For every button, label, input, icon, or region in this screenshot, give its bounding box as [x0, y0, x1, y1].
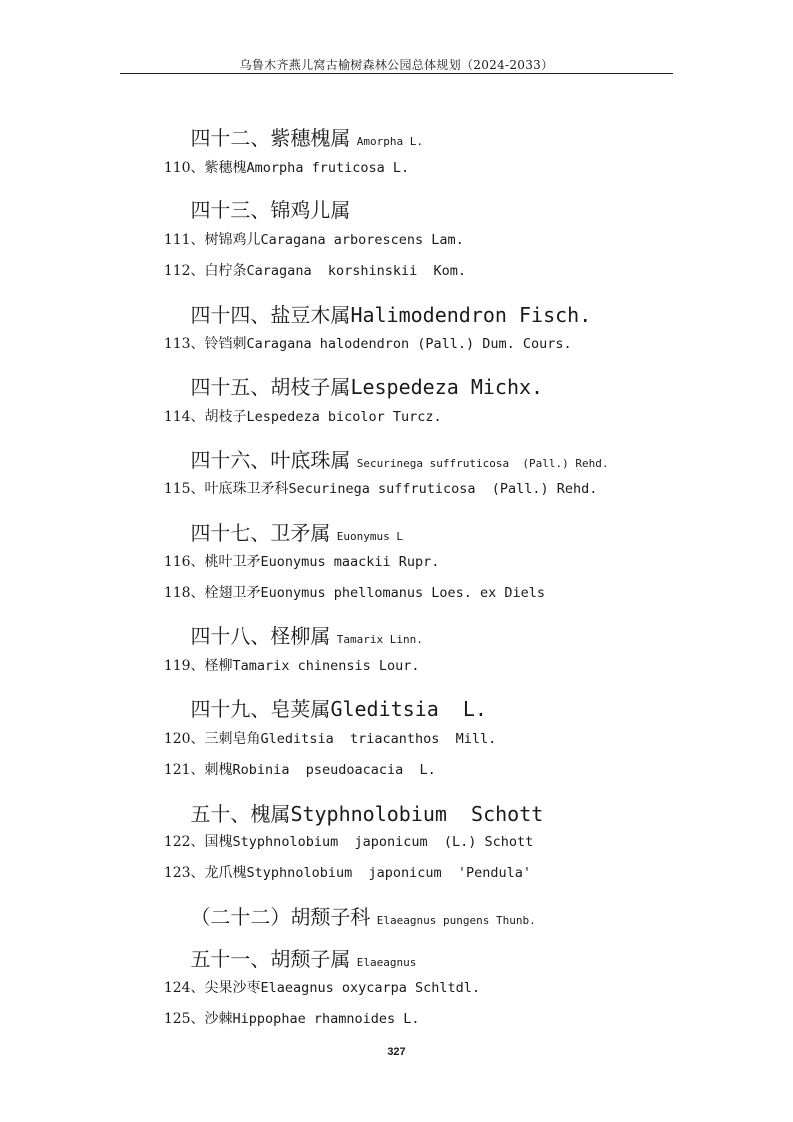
- genus-heading-latin: Elaeagnus: [356, 956, 417, 969]
- genus-heading-latin: Amorpha L.: [356, 135, 424, 148]
- species-item-latin: Euonymus maackii Rupr.: [260, 554, 440, 570]
- genus-heading-latin: Lespedeza Michx.: [350, 375, 544, 399]
- species-item-cn: 116、桃叶卫矛: [163, 554, 261, 570]
- genus-heading-cn: 四十六、叶底珠属: [190, 448, 351, 472]
- genus-heading-latin: Halimodendron Fisch.: [350, 303, 592, 327]
- species-item-cn: 123、龙爪槐: [163, 865, 247, 881]
- genus-heading-cn: 四十七、卫矛属: [190, 521, 331, 545]
- species-item-latin: Styphnolobium japonicum (L.) Schott: [232, 834, 534, 850]
- species-item-cn: 110、紫穗槐: [163, 160, 247, 176]
- species-item-cn: 118、栓翅卫矛: [163, 585, 261, 601]
- species-item-cn: 121、刺槐: [163, 762, 233, 778]
- page-number: 327: [387, 1046, 406, 1058]
- species-item-latin: Caragana arborescens Lam.: [260, 232, 464, 248]
- genus-heading-latin: Gleditsia L.: [330, 697, 487, 721]
- genus-heading-latin: Tamarix Linn.: [336, 633, 423, 646]
- species-item-latin: Styphnolobium japonicum 'Pendula': [246, 865, 532, 881]
- species-item-latin: Caragana halodendron (Pall.) Dum. Cours.: [246, 336, 572, 352]
- species-item-cn: 119、柽柳: [163, 658, 233, 674]
- family-heading-latin: Elaeagnus pungens Thunb.: [376, 914, 536, 927]
- species-item-latin: Tamarix chinensis Lour.: [232, 658, 420, 674]
- species-item-latin: Lespedeza bicolor Turcz.: [246, 409, 442, 425]
- genus-heading-cn: 四十九、皂荚属: [190, 697, 331, 721]
- species-item-latin: Elaeagnus oxycarpa Schltdl.: [260, 980, 480, 996]
- species-item-latin: Robinia pseudoacacia L.: [232, 762, 436, 778]
- species-item-latin: Caragana korshinskii Kom.: [246, 263, 466, 279]
- species-item-cn: 120、三刺皂角: [163, 731, 261, 747]
- species-item-latin: Gleditsia triacanthos Mill.: [260, 731, 497, 747]
- genus-heading-cn: 四十五、胡枝子属: [190, 375, 351, 399]
- genus-heading-latin: Euonymus L: [336, 530, 404, 543]
- genus-heading-cn: 四十八、柽柳属: [190, 624, 331, 648]
- species-item-latin: Euonymus phellomanus Loes. ex Diels: [260, 585, 546, 601]
- genus-heading-cn: 五十一、胡颓子属: [190, 947, 351, 971]
- species-item-cn: 124、尖果沙枣: [163, 980, 261, 996]
- species-item: [146, 998, 419, 1041]
- species-item-cn: 122、国槐: [163, 834, 233, 850]
- species-item-cn: 114、胡枝子: [163, 409, 247, 425]
- species-item-cn: 115、叶底珠卫矛科: [163, 481, 289, 497]
- genus-heading-latin: Securinega suffruticosa (Pall.) Rehd.: [356, 457, 609, 470]
- species-item-cn: 112、白柠条: [163, 263, 247, 279]
- family-heading-cn: （二十二）胡颓子科: [190, 905, 371, 929]
- header-divider: [120, 73, 673, 74]
- species-item-latin: Amorpha fruticosa L.: [246, 160, 410, 176]
- species-item-latin: Hippophae rhamnoides L.: [232, 1011, 420, 1027]
- header-title: 乌鲁木齐燕儿窝古榆树森林公园总体规划（2024-2033）: [239, 58, 554, 72]
- species-item-cn: 113、铃铛刺: [163, 336, 247, 352]
- species-item-latin: Securinega suffruticosa (Pall.) Rehd.: [288, 481, 598, 497]
- genus-heading-cn: 四十四、盐豆木属: [190, 303, 351, 327]
- species-item-cn: 111、树锦鸡儿: [163, 232, 261, 248]
- genus-heading-cn: 四十三、锦鸡儿属: [190, 198, 351, 222]
- genus-heading-cn: 五十、槐属: [190, 802, 291, 826]
- genus-heading-cn: 四十二、紫穗槐属: [190, 126, 351, 150]
- species-item-cn: 125、沙棘: [163, 1011, 233, 1027]
- genus-heading-latin: Styphnolobium Schott: [290, 802, 544, 826]
